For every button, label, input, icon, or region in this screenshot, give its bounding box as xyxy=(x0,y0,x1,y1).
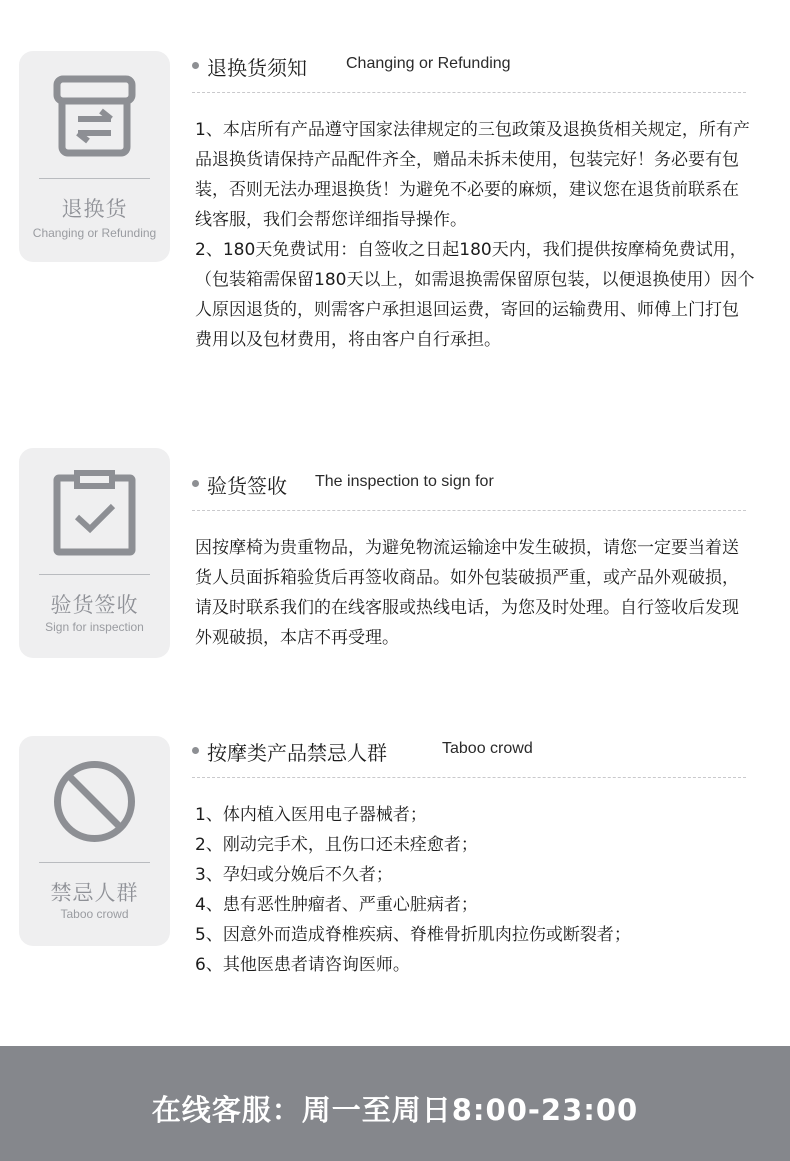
dashed-divider xyxy=(192,777,746,778)
section-title: 验货签收 xyxy=(207,474,287,498)
taboo-card xyxy=(19,736,170,946)
dashed-divider xyxy=(192,92,746,93)
list-item: 3、孕妇或分娩后不久者； xyxy=(195,865,393,885)
returns-card xyxy=(19,51,170,262)
card-subtitle: Sign for inspection xyxy=(45,620,144,634)
paragraph: 因按摩椅为贵重物品，为避免物流运输途中发生破损，请您一定要当着送货人员面拆箱验货后再签收商品。如外包装破损严重，或产品外观破损，请及时联系我们的在线客服或热线电话，为您及时处理。自行签收后发现外观破损，本店不再受理。 xyxy=(195,538,739,648)
list-item: 5、因意外而造成脊椎疾病、脊椎骨折肌肉拉伤或断裂者； xyxy=(195,925,631,945)
bullet-dot-icon xyxy=(192,480,199,487)
section-subtitle: Changing or Refunding xyxy=(346,55,511,72)
bullet-dot-icon xyxy=(192,747,199,754)
card-title: 验货签收 xyxy=(50,593,139,617)
service-hours-footer xyxy=(0,1046,790,1161)
section-body xyxy=(195,533,755,653)
section-title: 按摩类产品禁忌人群 xyxy=(207,741,387,765)
exchange-box-icon xyxy=(51,73,138,160)
section-subtitle: The inspection to sign for xyxy=(315,473,494,490)
section-title: 退换货须知 xyxy=(207,56,307,80)
prohibited-icon xyxy=(51,758,138,845)
paragraph: 2、180天免费试用：自签收之日起180天内，我们提供按摩椅免费试用，（包装箱需保留180天以上，如需退换需保留原包装，以便退换使用）因个人原因退货的，则需客户承担退回运费，寄回的运输费用、师傅上门打包费用以及包材费用，将由客户自行承担。 xyxy=(195,240,755,350)
card-subtitle: Changing or Refunding xyxy=(32,226,157,240)
dashed-divider xyxy=(192,510,746,511)
section-body xyxy=(195,800,755,980)
section-subtitle: Taboo crowd xyxy=(442,740,533,757)
list-item: 4、患有恶性肿瘤者、严重心脏病者； xyxy=(195,895,478,915)
list-item: 2、刚动完手术，且伤口还未痊愈者； xyxy=(195,835,478,855)
service-hours-text: 在线客服：周一至周日8:00-23:00 xyxy=(151,1093,639,1127)
card-title: 退换货 xyxy=(61,197,128,221)
paragraph: 1、本店所有产品遵守国家法律规定的三包政策及退换货相关规定，所有产品退换货请保持产品配件齐全，赠品未拆未使用，包装完好！务必要有包装，否则无法办理退换货！为避免不必要的麻烦，建议您在退货前联系在线客服，我们会帮您详细指导操作。 xyxy=(195,120,750,230)
bullet-dot-icon xyxy=(192,62,199,69)
inspection-card xyxy=(19,448,170,658)
list-item: 6、其他医患者请咨询医师。 xyxy=(195,955,410,975)
card-subtitle: Taboo crowd xyxy=(60,907,129,921)
clipboard-check-icon xyxy=(51,470,138,557)
card-title: 禁忌人群 xyxy=(50,881,139,905)
section-body xyxy=(195,115,755,355)
list-item: 1、体内植入医用电子器械者； xyxy=(195,805,427,825)
